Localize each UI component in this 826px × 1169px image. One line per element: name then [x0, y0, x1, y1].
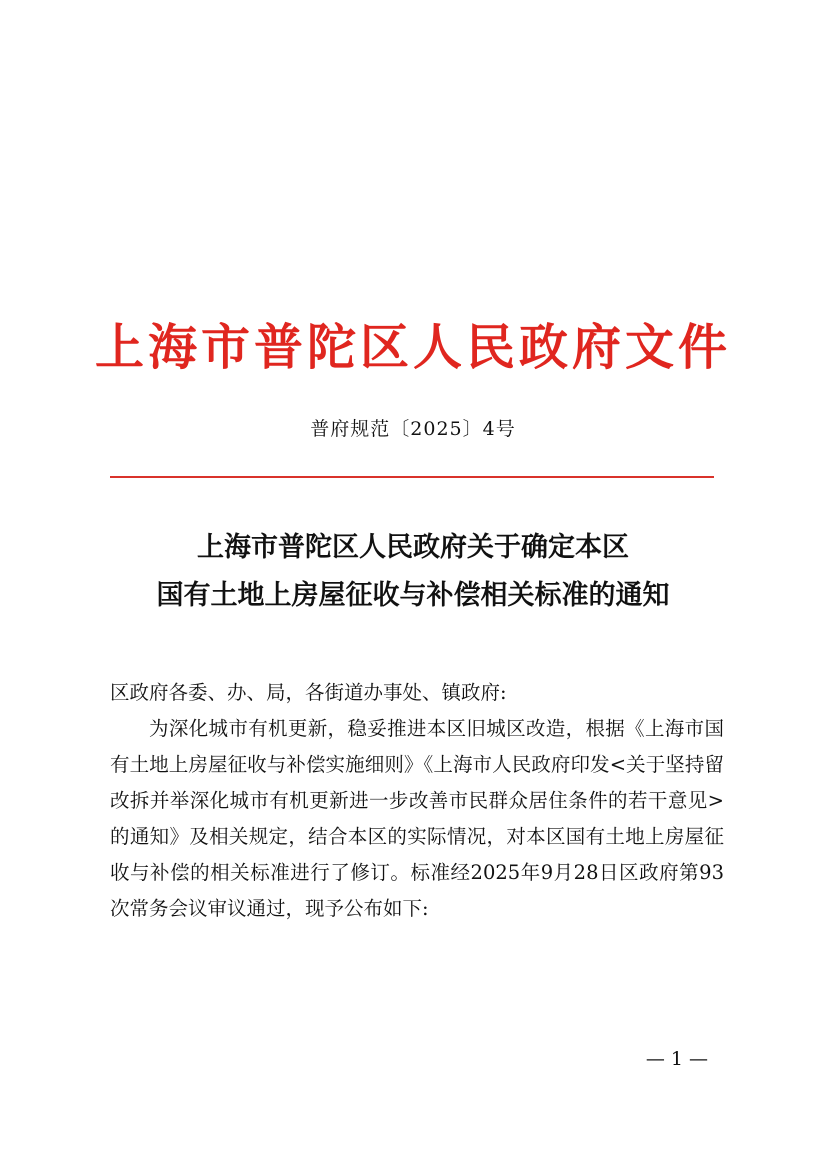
document-title	[0, 524, 826, 620]
title-line-2: 国有土地上房屋征收与补偿相关标准的通知	[156, 580, 670, 611]
agency-masthead: 上海市普陀区人民政府文件	[94, 318, 731, 376]
page-number: — 1 —	[645, 1048, 708, 1070]
red-divider	[110, 476, 714, 478]
title-line-1: 上海市普陀区人民政府关于确定本区	[197, 532, 629, 563]
recipients-line: 区政府各委、办、局，各街道办事处、镇政府:	[110, 681, 507, 704]
body-paragraph: 为深化城市有机更新，稳妥推进本区旧城区改造，根据《上海市国有土地上房屋征收与补偿实施细则》《上海市人民政府印发<关于坚持留改拆并举深化城市有机更新进一步改善市民群众居住条件的若干意见>的通知》及相关规定，结合本区的实际情况，对本区国有土地上房屋征收与补偿的相关标准进行了修订。标准经2025年9月28日区政府第93次常务会议审议通过，现予公布如下:	[110, 717, 724, 920]
document-body	[110, 675, 724, 927]
document-number: 普府规范〔2025〕4号	[310, 418, 516, 440]
